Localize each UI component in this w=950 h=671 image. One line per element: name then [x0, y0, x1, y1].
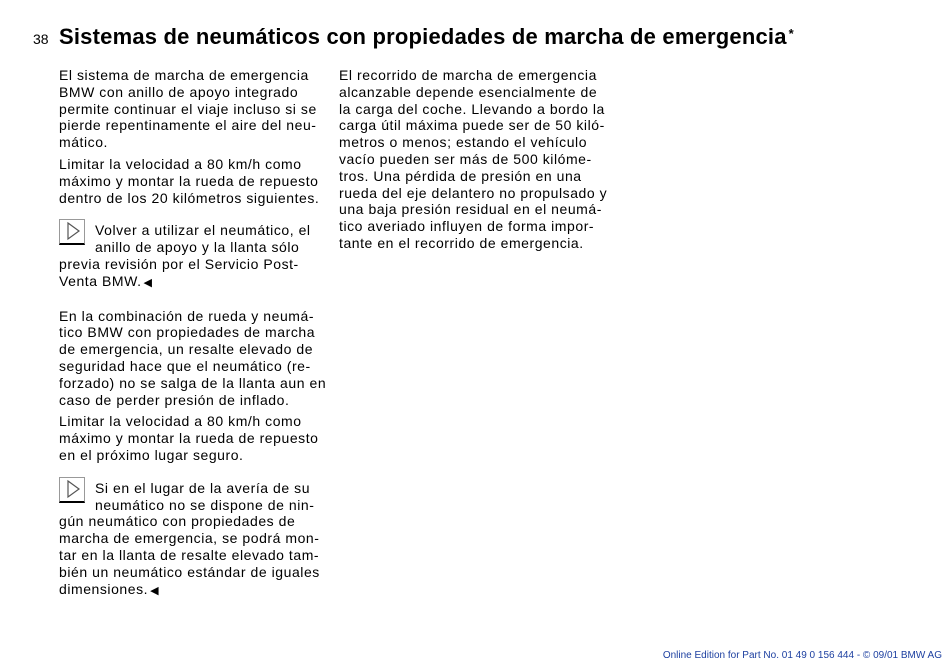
text-line: máximo y montar la rueda de repuesto	[59, 172, 319, 189]
text-line: mático.	[59, 134, 108, 151]
text-line: dimensiones.	[59, 580, 149, 597]
paragraph-speed-limit-20km	[59, 156, 331, 206]
text-line: metros o menos; estando el vehículo	[339, 134, 588, 151]
paragraph-run-flat-system	[59, 67, 331, 151]
paragraph-emergency-range	[339, 67, 619, 252]
text-line: permite continuar el viaje incluso si se	[59, 100, 317, 117]
play-triangle-icon	[59, 219, 85, 245]
text-line: en el próximo lugar seguro.	[59, 446, 244, 463]
paragraph-safety-hump	[59, 308, 331, 409]
text-line: una baja presión residual en el neumá-	[339, 201, 602, 218]
text-line: seguridad hace que el neumático (re-	[59, 357, 311, 374]
text-line: tico BMW con propiedades de marcha	[59, 324, 316, 341]
text-line: Si en el lugar de la avería de su	[95, 479, 311, 496]
note-standard-tire	[59, 480, 331, 600]
text-line: de emergencia, un resalte elevado de	[59, 341, 314, 358]
footer-edition-note: Online Edition for Part No. 01 49 0 156 444 - © 09/01 BMW AG	[662, 650, 942, 661]
text-line: BMW con anillo de apoyo integrado	[59, 83, 299, 100]
text-line: Volver a utilizar el neumático, el	[95, 222, 311, 239]
text-line: alcanzable depende esencialmente de	[339, 83, 598, 100]
end-of-note-icon: ◀	[143, 276, 153, 289]
text-line: tros. Una pérdida de presión en una	[339, 167, 582, 184]
page-title	[59, 24, 794, 50]
text-line: neumático no se dispone de nin-	[95, 496, 315, 513]
text-line: Venta BMW.	[59, 272, 142, 289]
text-line: dentro de los 20 kilómetros siguientes.	[59, 189, 320, 206]
text-line: tico averiado influyen de forma impor-	[339, 218, 595, 235]
text-line: gún neumático con propiedades de	[59, 513, 296, 530]
play-triangle-icon	[59, 477, 85, 503]
left-column	[59, 67, 331, 599]
text-line: tar en la llanta de resalte elevado tam-	[59, 546, 320, 563]
text-line: El recorrido de marcha de emergencia	[339, 67, 597, 83]
text-line: carga útil máxima puede ser de 50 kiló-	[339, 117, 605, 134]
optional-equipment-asterisk: *	[788, 26, 794, 41]
text-line: tante en el recorrido de emergencia.	[339, 234, 584, 251]
note-reuse-tire	[59, 222, 331, 291]
end-of-note-icon: ◀	[150, 584, 160, 597]
text-line: rueda del eje delantero no propulsado y	[339, 184, 608, 201]
text-line: previa revisión por el Servicio Post-	[59, 255, 299, 272]
text-line: Limitar la velocidad a 80 km/h como	[59, 155, 302, 172]
paragraph-speed-limit-safe-place	[59, 413, 331, 463]
text-line: máximo y montar la rueda de repuesto	[59, 430, 319, 447]
text-line: anillo de apoyo y la llanta sólo	[95, 239, 300, 256]
text-line: vacío pueden ser más de 500 kilóme-	[339, 150, 592, 167]
right-column	[339, 67, 619, 252]
text-line: El sistema de marcha de emergencia	[59, 67, 309, 83]
text-line: caso de perder presión de inflado.	[59, 391, 290, 408]
text-line: marcha de emergencia, se podrá mon-	[59, 530, 320, 547]
text-line: forzado) no se salga de la llanta aun en	[59, 374, 327, 391]
text-line: la carga del coche. Llevando a bordo la	[339, 100, 605, 117]
text-line: Limitar la velocidad a 80 km/h como	[59, 413, 302, 430]
text-line: pierde repentinamente el aire del neu-	[59, 117, 317, 134]
text-line: bién un neumático estándar de iguales	[59, 563, 320, 580]
text-line: En la combinación de rueda y neumá-	[59, 307, 315, 324]
page-title-text: Sistemas de neumáticos con propiedades de marcha de emergencia	[59, 24, 787, 49]
page-number: 38	[33, 31, 49, 47]
